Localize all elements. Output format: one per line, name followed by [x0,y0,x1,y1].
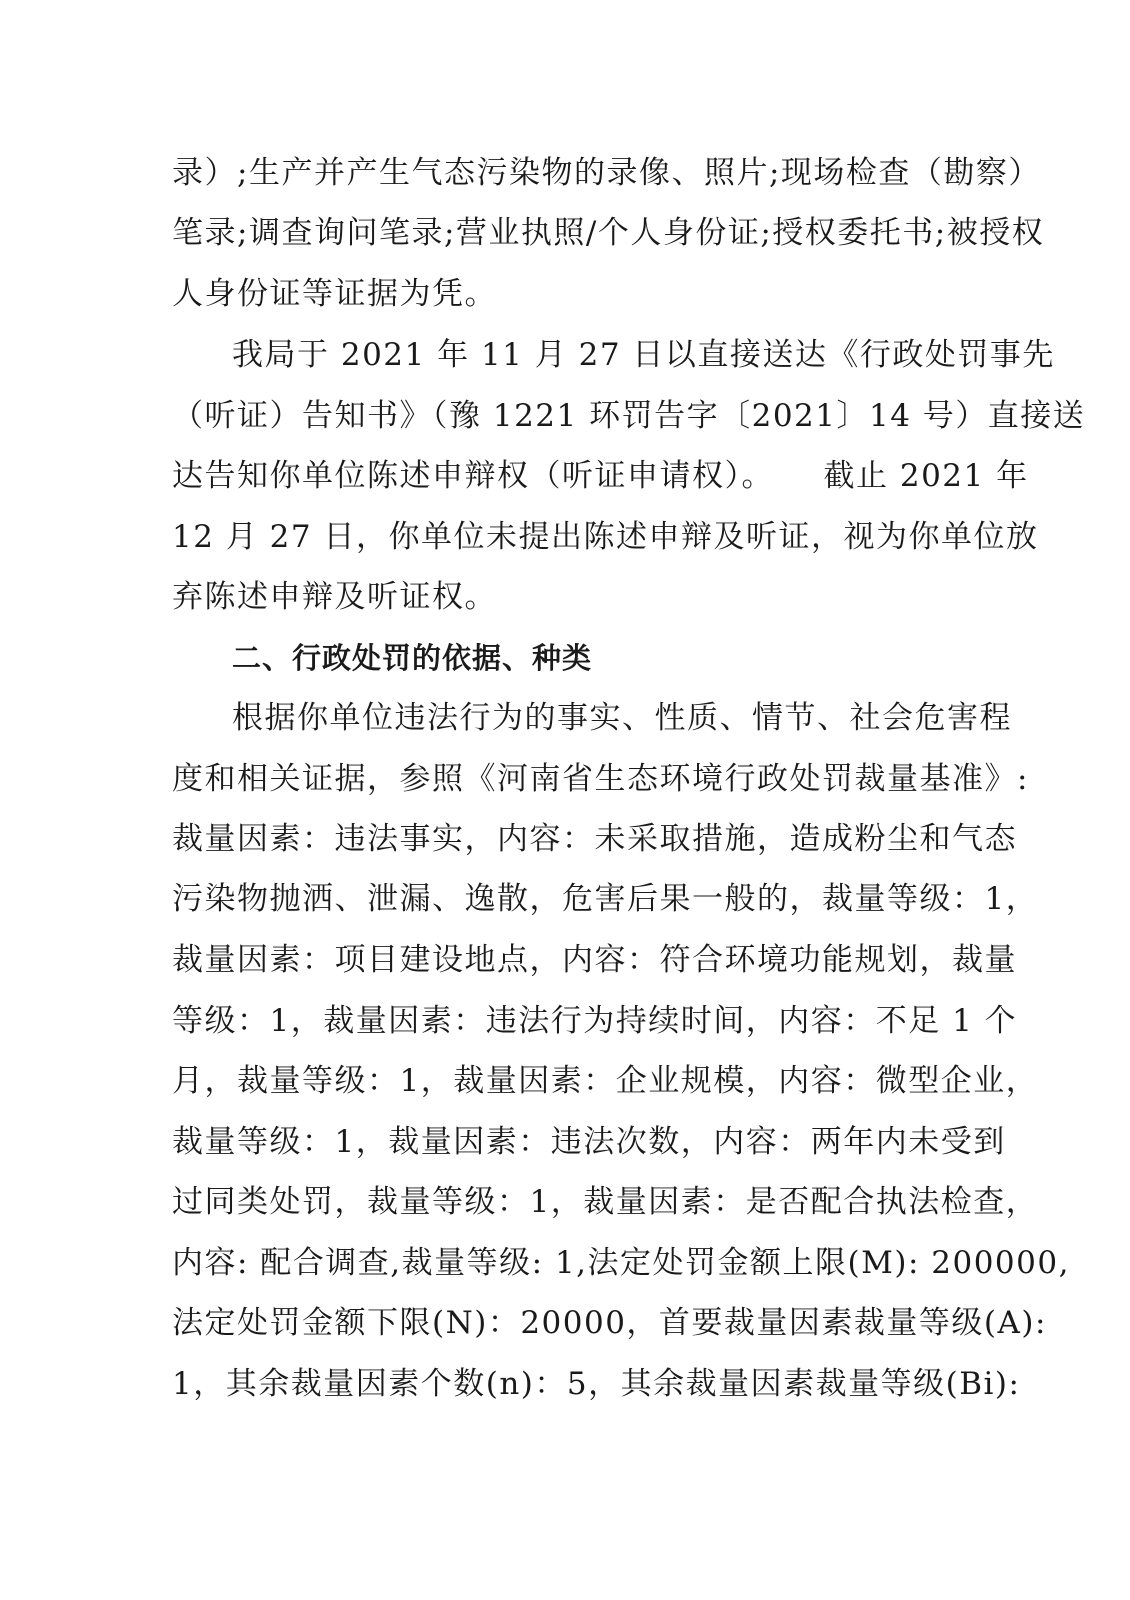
body-text-line: 12 月 27 日，你单位未提出陈述申辩及听证，视为你单位放 [172,519,1039,555]
body-text-line: 根据你单位违法行为的事实、性质、情节、社会危害程 [232,700,1012,736]
body-text-line: 裁量因素：违法事实，内容：未采取措施，造成粉尘和气态 [172,821,1017,857]
body-text-line: 等级：1，裁量因素：违法行为持续时间，内容：不足 1 个 [172,1003,1018,1039]
body-text-line: 月，裁量等级：1，裁量因素：企业规模，内容：微型企业， [172,1063,1039,1099]
body-text-line: 法定处罚金额下限(N)：20000，首要裁量因素裁量等级(A): [172,1305,1047,1341]
body-text-line: 裁量等级：1，裁量因素：违法次数，内容：两年内未受到 [172,1124,1006,1160]
section-heading: 二、行政处罚的依据、种类 [232,641,593,675]
body-text-line: 达告知你单位陈述申辩权（听证申请权）。 截止 2021 年 [172,458,1029,494]
body-text-line: 录）;生产并产生气态污染物的录像、照片;现场检查（勘察） [172,155,1041,191]
body-text-line: 我局于 2021 年 11 月 27 日以直接送达《行政处罚事先 [232,337,1055,373]
body-text-line: 人身份证等证据为凭。 [172,276,497,312]
body-text-line: 度和相关证据，参照《河南省生态环境行政处罚裁量基准》: [172,761,1029,797]
body-text-line: 弃陈述申辩及听证权。 [172,579,497,615]
body-text-line: 1，其余裁量因素个数(n)：5，其余裁量因素裁量等级(Bi): [172,1366,1021,1402]
body-text-line: 过同类处罚，裁量等级：1，裁量因素：是否配合执法检查， [172,1184,1039,1220]
body-text-line: 内容: 配合调查,裁量等级: 1,法定处罚金额上限(M): 200000, [172,1245,1070,1281]
body-text-line: 裁量因素：项目建设地点，内容：符合环境功能规划，裁量 [172,942,1017,978]
body-text-line: （听证）告知书》（豫 1221 环罚告字〔2021〕14 号）直接送 [172,398,1086,434]
body-text-line: 污染物抛洒、泄漏、逸散，危害后果一般的，裁量等级：1， [172,881,1039,917]
body-text-line: 笔录;调查询问笔录;营业执照/个人身份证;授权委托书;被授权 [172,215,1045,251]
